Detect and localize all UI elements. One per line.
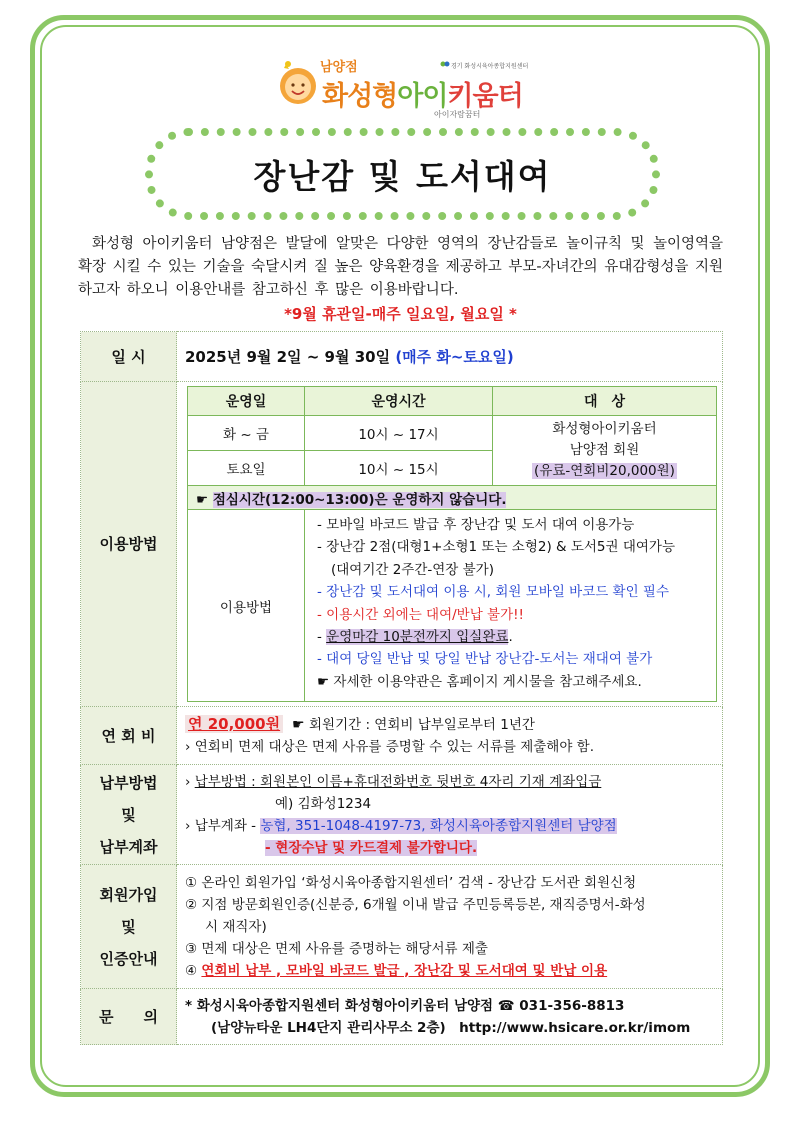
signup-label-1: 회원가입: [99, 885, 158, 904]
method-item: - 장난감 2점(대형1+소형1 또는 소형2) & 도서5권 대여가능: [317, 539, 676, 556]
signup-item-final: 연회비 납부 , 모바일 바코드 발급 , 장난감 및 도서대여 및 반납 이용: [201, 962, 608, 979]
lunch-notice: [188, 486, 717, 510]
fee-exemption-line: › 연회비 면제 대상은 면제 사유를 증명할 수 있는 서류를 제출해야 함.: [185, 739, 595, 755]
page-title: 장난감 및 도서대여: [253, 156, 552, 196]
payment-notice: [185, 837, 714, 859]
center-logo-icon: [440, 60, 450, 68]
signup-content: [177, 865, 723, 989]
payment-label-1: 납부방법: [99, 773, 158, 792]
method-item: (대여기간 2주간-연장 불가): [331, 561, 494, 578]
payment-account-label: 납부계좌 -: [194, 817, 261, 834]
schedule-label: 일 시: [81, 332, 177, 382]
signup-item-number: ④: [185, 962, 202, 979]
payment-label: [81, 765, 177, 865]
closed-notice: *9월 휴관일-매주 일요일, 월요일 *: [284, 305, 517, 323]
payment-account-line: › 납부계좌 - 농협, 351-1048-4197-73, 화성시육아종합지원센터 남양점: [185, 817, 617, 834]
schedule-row: [81, 332, 723, 382]
header-time: 운영시간: [305, 387, 493, 416]
payment-row: [81, 765, 723, 865]
pointing-hand-icon: ☛: [317, 673, 330, 690]
contact-label: 문 의: [81, 989, 177, 1045]
fee-exemption: 연회비 면제 대상은 면제 사유를 증명할 수 있는 서류를 제출해야 함.: [194, 739, 595, 755]
signup-item: ② 지점 방문회원인증(신분증, 6개월 이내 발급 주민등록등본, 재직증명서-화성: [185, 896, 646, 913]
payment-label-2: 및: [121, 805, 136, 824]
target-fee: (유료-연회비20,000원): [534, 463, 675, 479]
schedule-dates: 2025년 9월 2일 ~ 9월 30일: [185, 348, 391, 366]
payment-example: 예) 김화성1234: [275, 795, 372, 812]
method-item: - 운영마감 10분전까지 입실완료.: [317, 629, 513, 646]
fee-line: [185, 713, 714, 736]
lunch-notice-text: 점심시간(12:00~13:00)은 운영하지 않습니다.: [212, 491, 507, 508]
intro: [78, 233, 723, 326]
fee-label: 연 회 비: [81, 707, 177, 765]
contact-content: [177, 989, 723, 1045]
logo-brand: 화성형아이키움터: [322, 81, 523, 112]
payment-label-3: 납부계좌: [99, 837, 158, 856]
header-day: 운영일: [188, 387, 305, 416]
smiling-child-icon: [276, 56, 320, 108]
signup-item: ① 온라인 회원가입 ‘화성시육아종합지원센터’ 검색 - 장난감 도서관 회원신청: [185, 874, 637, 891]
signup-item: ③ 면제 대상은 면제 사유를 증명하는 해당서류 제출: [185, 940, 488, 957]
signup-label-2: 및: [121, 917, 136, 936]
payment-content: [177, 765, 723, 865]
contact-line1: * 화성시육아종합지원센터 화성형아이키움터 남양점 ☎ 031-356-8813: [185, 997, 625, 1014]
contact-row: [81, 989, 723, 1045]
method-deadline: 운영마감 10분전까지 입실완료: [326, 629, 509, 646]
fee-content: [177, 707, 723, 765]
fee-row: [81, 707, 723, 765]
pointing-hand-icon: ☛: [196, 491, 209, 508]
payment-method: 납부방법 : 회원본인 이름+휴대전화번호 뒷번호 4자리 기재 계좌입금: [194, 773, 602, 790]
contact-line2: (남양뉴타운 LH4단지 관리사무소 2층) http://www.hsicare.or.kr/imom: [211, 1019, 691, 1036]
method-item: - 이용시간 외에는 대여/반납 불가!!: [317, 606, 524, 623]
schedule-value: [177, 332, 723, 382]
payment-notice-text: - 현장수납 및 카드결제 불가합니다.: [265, 839, 478, 856]
method-item: - 대여 당일 반납 및 당일 반납 장난감-도서는 재대여 불가: [317, 651, 653, 668]
method-label: 이용방법: [188, 510, 305, 702]
logo-tagline: 아이자람꿈터: [434, 110, 481, 119]
info-table: [80, 331, 723, 1045]
time-saturday: 10시 ~ 15시: [305, 451, 493, 486]
fee-amount: 연 20,000원: [185, 715, 283, 733]
title-box: [145, 128, 660, 220]
usage-label: 이용방법: [81, 382, 177, 707]
signup-label: [81, 865, 177, 989]
payment-method-line: › 납부방법 : 회원본인 이름+휴대전화번호 뒷번호 4자리 기재 계좌입금: [185, 773, 602, 790]
intro-text: 화성형 아이키움터 남양점은 발달에 알맞은 다양한 영역의 장난감들로 놀이규칙 및 놀이영역을 확장 시킬 수 있는 기술을 숙달시켜 질 높은 양육환경을 제공하고 부모-자녀간의 유대감형성을 지원하고자 하오니 이용안내를 참고하신 후 많은 이용바랍니다.: [78, 236, 723, 298]
target-line1: 화성형아이키움터: [552, 421, 657, 437]
method-item: - 장난감 및 도서대여 이용 시, 회원 모바일 바코드 확인 필수: [317, 584, 670, 601]
method-list: [305, 510, 717, 702]
time-weekday: 10시 ~ 17시: [305, 416, 493, 451]
center-name: 경기 화성시육아종합지원센터: [451, 63, 529, 70]
target-cell: [493, 416, 717, 486]
fee-period: 회원기간 : 연회비 납부일로부터 1년간: [309, 717, 535, 733]
pointing-hand-icon: ☛: [292, 717, 305, 733]
method-terms: 자세한 이용약관은 홈페이지 게시물을 참고해주세요.: [333, 673, 642, 690]
logo: [276, 50, 546, 120]
header-target: 대 상: [493, 387, 717, 416]
method-item: - 모바일 바코드 발급 후 장난감 및 도서 대여 이용가능: [317, 517, 635, 533]
method-item: [317, 671, 710, 693]
signup-item: [185, 960, 714, 982]
usage-row: [81, 382, 723, 707]
payment-account: 농협, 351-1048-4197-73, 화성시육아종합지원센터 남양점: [260, 817, 617, 834]
usage-content: [177, 382, 723, 707]
logo-branch: 남양점: [320, 60, 358, 75]
schedule-days: (매주 화~토요일): [395, 348, 514, 366]
signup-label-3: 인증안내: [99, 949, 158, 968]
target-line2: 남양점 회원: [569, 442, 640, 458]
day-saturday: 토요일: [188, 451, 305, 486]
target-line3: [493, 461, 716, 482]
usage-table: [187, 386, 717, 702]
day-weekday: 화 ~ 금: [188, 416, 305, 451]
signup-item: 시 재직자): [205, 918, 267, 935]
signup-row: [81, 865, 723, 989]
